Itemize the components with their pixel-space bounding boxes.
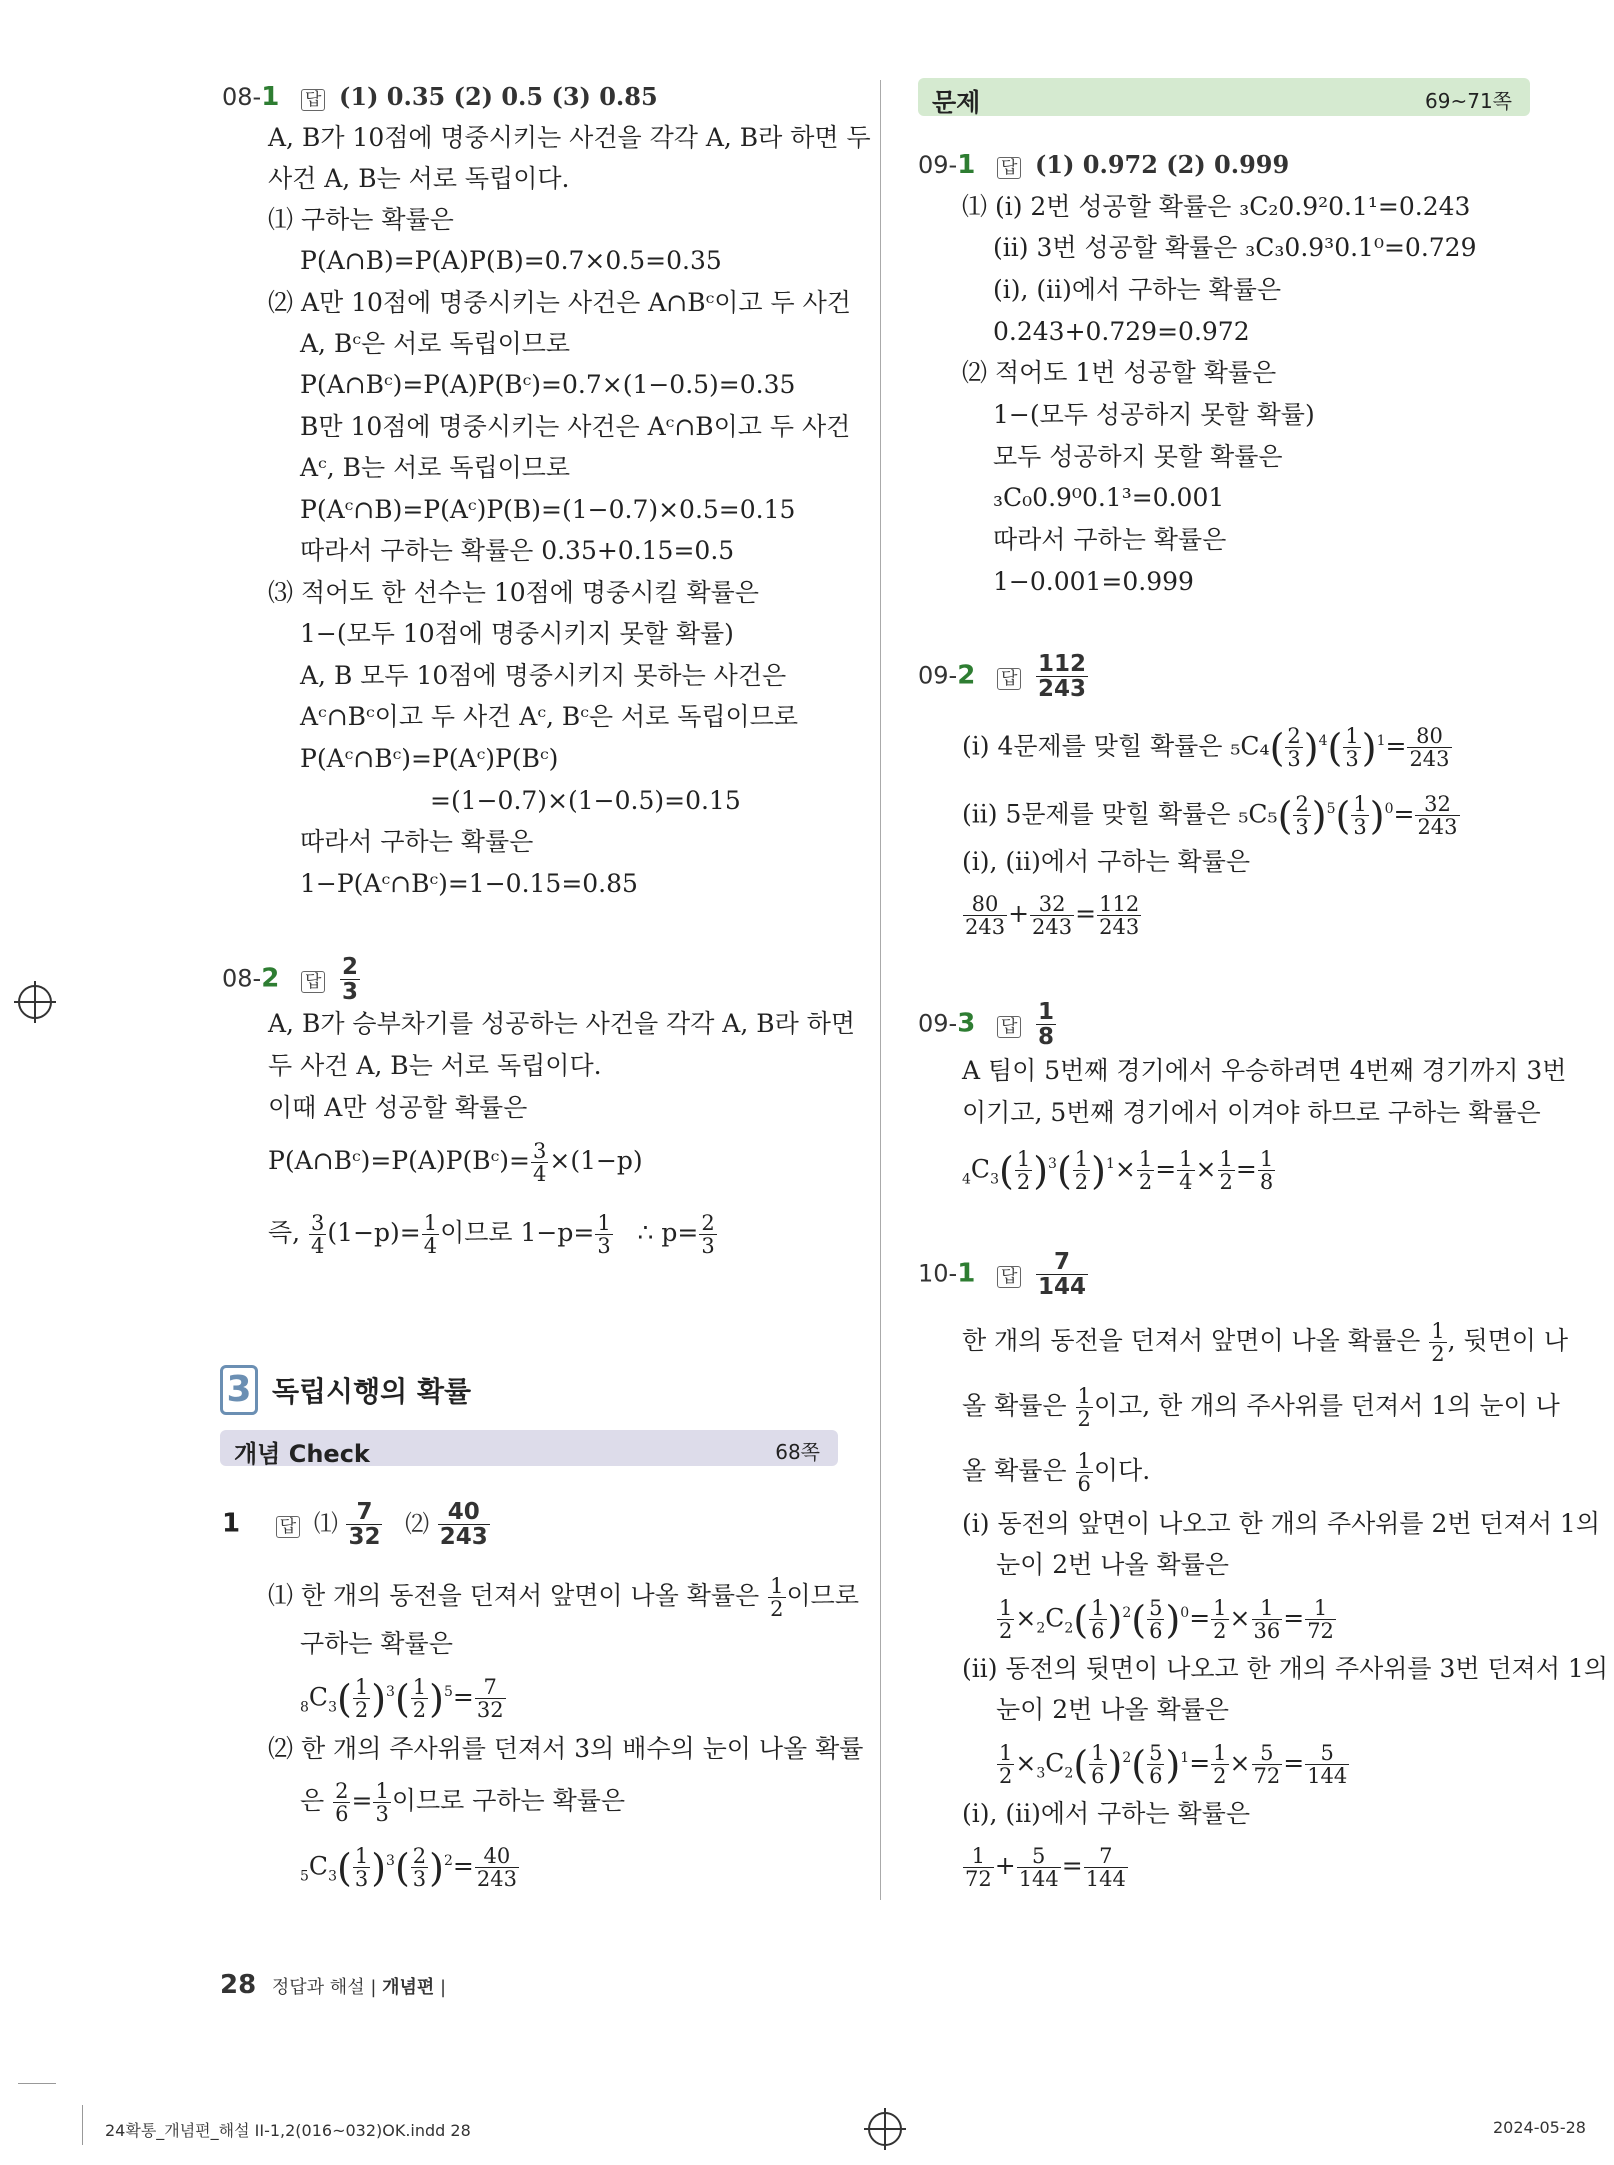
equation: =(1−0.7)×(1−0.5)=0.15 [430, 786, 741, 815]
equation: $\frac{1}{2}$ $\times_2C_2$( $\frac{1}{6}$ )$^2$( $\frac{5}{6}$ )$^0$= $\frac{1}{2}$ × $\frac{1}{36}$ = $\frac{1}{72}$ [999, 1596, 1334, 1644]
text-line: 구하는 확률은 [300, 1629, 453, 1658]
registration-mark-icon [18, 985, 52, 1019]
equation: $\frac{1}{72}$ + $\frac{5}{144}$ = $\frac{7}{144}$ [965, 1844, 1126, 1891]
section-title: 독립시행의 확률 [271, 1375, 472, 1408]
text-line: ⑴ 한 개의 동전을 던져서 앞면이 나올 확률은 $\frac{1}{2}$ 이므로 [268, 1574, 859, 1621]
equation: $_4C_3$( $\frac{1}{2}$ )$^3$( $\frac{1}{2}$ )$^1$× $\frac{1}{2}$ = $\frac{1}{4}$ × $\frac{1}{2}$ = $\frac{1}{8}$ [962, 1147, 1274, 1195]
answer-fraction: $\frac{2}{3}$ [342, 954, 359, 1005]
text-line: 눈이 2번 나올 확률은 [996, 1695, 1229, 1724]
text-line: 1−(모두 성공하지 못할 확률) [993, 400, 1315, 429]
column-divider [880, 80, 881, 1900]
problem-number: 1 [957, 1258, 976, 1289]
problem-number: 2 [957, 660, 976, 691]
registration-mark-icon [868, 2112, 902, 2146]
answer-fraction: $\frac{40}{243}$ [439, 1499, 488, 1550]
equation: P(Aᶜ∩B)=P(Aᶜ)P(B)=(1−0.7)×0.5=0.15 [300, 495, 796, 524]
section-number: 3 [220, 1365, 258, 1415]
text-line: 따라서 구하는 확률은 0.35+0.15=0.5 [300, 536, 735, 565]
answer-badge: 답 [997, 157, 1021, 179]
text-line: 1−(모두 10점에 명중시키지 못할 확률) [300, 619, 734, 648]
text-line: A, Bᶜ은 서로 독립이므로 [300, 329, 571, 358]
text-line: ⑶ 적어도 한 선수는 10점에 명중시킬 확률은 [268, 578, 759, 607]
equation: ₃C₀0.9⁰0.1³=0.001 [993, 483, 1225, 512]
crop-mark [82, 2105, 83, 2145]
answer-fraction: $\frac{7}{144}$ [1038, 1249, 1087, 1300]
text-line: 올 확률은 $\frac{1}{2}$ 이고, 한 개의 주사위를 던져서 1의 눈이 나 [962, 1384, 1560, 1431]
problem-section-page: 69~71쪽 [1425, 89, 1512, 113]
text-line: 은 $\frac{2}{6}$ = $\frac{1}{3}$ 이므로 구하는 확률은 [300, 1779, 626, 1826]
print-date: 2024-05-28 [1493, 2118, 1586, 2137]
problem-label: 10- [918, 1259, 958, 1288]
crop-mark [18, 2083, 56, 2084]
text-line: ⑵ A만 10점에 명중시키는 사건은 A∩Bᶜ이고 두 사건 [268, 288, 851, 317]
text-line: ⑵ 한 개의 주사위를 던져서 3의 배수의 눈이 나올 확률 [268, 1734, 864, 1763]
text-line: 사건 A, B는 서로 독립이다. [268, 164, 570, 193]
problem-label: 08- [222, 964, 262, 993]
text-line: (ⅰ), (ⅱ)에서 구하는 확률은 [962, 1799, 1250, 1828]
problem-label: 08- [222, 83, 262, 111]
text-line: A, B 모두 10점에 명중시키지 못하는 사건은 [300, 661, 787, 690]
text-line: 이때 A만 성공할 확률은 [268, 1093, 528, 1122]
problem-number: 1 [261, 82, 280, 112]
concept-check-title: 개념 Check [234, 1440, 370, 1468]
text-line: (ⅱ) 3번 성공할 확률은 ₃C₃0.9³0.1⁰=0.729 [993, 233, 1477, 262]
problem-section-title: 문제 [932, 88, 981, 117]
equation: $\frac{80}{243}$ + $\frac{32}{243}$ = $\frac{112}{243}$ [965, 892, 1140, 939]
text-line: ⑵ 적어도 1번 성공할 확률은 [962, 358, 1277, 387]
problem-label: 09- [918, 151, 958, 179]
text-line: Aᶜ∩Bᶜ이고 두 사건 Aᶜ, Bᶜ은 서로 독립이므로 [300, 702, 798, 731]
text-line: B만 10점에 명중시키는 사건은 Aᶜ∩B이고 두 사건 [300, 412, 851, 441]
text-line: (ⅱ) 동전의 뒷면이 나오고 한 개의 주사위를 3번 던져서 1의 [962, 1654, 1608, 1683]
text-line: 따라서 구하는 확률은 [993, 525, 1227, 554]
equation: 1−P(Aᶜ∩Bᶜ)=1−0.15=0.85 [300, 869, 638, 898]
page-footer: 28 정답과 해설 | 개념편 | [220, 1970, 447, 2000]
text-line: A 팀이 5번째 경기에서 우승하려면 4번째 경기까지 3번 [962, 1056, 1567, 1085]
text-line: 두 사건 A, B는 서로 독립이다. [268, 1051, 602, 1080]
answer-text: (1) 0.35 (2) 0.5 (3) 0.85 [339, 82, 658, 111]
concept-check-bar [220, 1430, 838, 1466]
equation: P(Aᶜ∩Bᶜ)=P(Aᶜ)P(Bᶜ) [300, 744, 559, 773]
problem-number: 2 [261, 963, 280, 994]
text-line: 모두 성공하지 못할 확률은 [993, 442, 1283, 471]
answer-text: (1) 0.972 (2) 0.999 [1035, 150, 1290, 179]
concept-check-page: 68쪽 [775, 1440, 820, 1464]
answer-badge: 답 [997, 1266, 1021, 1288]
page-number: 28 [220, 1970, 257, 2000]
text-line: (ⅰ), (ⅱ)에서 구하는 확률은 [962, 847, 1250, 876]
text-line: 이기고, 5번째 경기에서 이겨야 하므로 구하는 확률은 [962, 1098, 1541, 1127]
equation: 즉, $\frac{3}{4}$ (1−p)= $\frac{1}{4}$ 이므로 1−p= $\frac{1}{3}$ ∴ p= $\frac{2}{3}$ [268, 1211, 715, 1258]
file-info: 24확통_개념편_해설 II-1,2(016~032)OK.indd 28 [105, 2121, 471, 2140]
equation: 1−0.001=0.999 [993, 567, 1194, 596]
text-line: (ⅰ) 동전의 앞면이 나오고 한 개의 주사위를 2번 던져서 1의 [962, 1509, 1600, 1538]
problem-number: 1 [222, 1508, 241, 1539]
text-line: 올 확률은 $\frac{1}{6}$ 이다. [962, 1449, 1151, 1496]
equation: $\frac{1}{2}$ $\times_3C_2$( $\frac{1}{6}$ )$^2$( $\frac{5}{6}$ )$^1$= $\frac{1}{2}$ × $\frac{5}{72}$ = $\frac{5}{144}$ [999, 1741, 1348, 1789]
answer-badge: 답 [276, 1516, 300, 1538]
problem-section-bar [918, 78, 1530, 116]
problem-number: 1 [957, 150, 976, 180]
answer-fraction: $\frac{7}{32}$ [348, 1499, 381, 1550]
problem-label: 09- [918, 661, 958, 690]
problem-label: 09- [918, 1009, 958, 1038]
text-line: 한 개의 동전을 던져서 앞면이 나올 확률은 $\frac{1}{2}$ , 뒷면이 나 [962, 1319, 1569, 1366]
problem-number: 3 [957, 1008, 976, 1039]
equation: 0.243+0.729=0.972 [993, 317, 1250, 346]
text-line: ⑴ 구하는 확률은 [268, 205, 454, 234]
text-line: 따라서 구하는 확률은 [300, 827, 534, 856]
answer-badge: 답 [997, 668, 1021, 690]
equation: P(A∩Bᶜ)=P(A)P(Bᶜ)= $\frac{3}{4}$ ×(1−p) [268, 1139, 643, 1186]
answer-fraction: $\frac{1}{8}$ [1038, 999, 1055, 1050]
text-line: A, B가 승부차기를 성공하는 사건을 각각 A, B라 하면 [268, 1009, 856, 1038]
equation: (ⅰ) 4문제를 맞힐 확률은 ₅C₄( $\frac{2}{3}$ )$^4$( $\frac{1}{3}$ )$^1$= $\frac{80}{243}$ [962, 724, 1450, 772]
text-line: Aᶜ, B는 서로 독립이므로 [300, 453, 571, 482]
equation: (ⅱ) 5문제를 맞힐 확률은 ₅C₅( $\frac{2}{3}$ )$^5$( $\frac{1}{3}$ )$^0$= $\frac{32}{243}$ [962, 792, 1458, 840]
equation: P(A∩Bᶜ)=P(A)P(Bᶜ)=0.7×(1−0.5)=0.35 [300, 370, 796, 399]
equation: P(A∩B)=P(A)P(B)=0.7×0.5=0.35 [300, 246, 722, 275]
answer-fraction: $\frac{112}{243}$ [1038, 651, 1087, 702]
section-heading [220, 1365, 471, 1415]
book-part: 개념편 [382, 1977, 435, 1998]
answer-badge: 답 [997, 1016, 1021, 1038]
equation: $_5C_3$( $\frac{1}{3}$ )$^3$( $\frac{2}{3}$ )$^2$= $\frac{40}{243}$ [300, 1844, 517, 1892]
text-line: (ⅰ), (ⅱ)에서 구하는 확률은 [993, 275, 1281, 304]
book-title: 정답과 해설 [271, 1977, 365, 1998]
answer-badge: 답 [301, 971, 325, 993]
text-line: A, B가 10점에 명중시키는 사건을 각각 A, B라 하면 두 [268, 123, 871, 152]
text-line: 눈이 2번 나올 확률은 [996, 1550, 1229, 1579]
equation: $_8C_3$( $\frac{1}{2}$ )$^3$( $\frac{1}{2}$ )$^5$= $\frac{7}{32}$ [300, 1675, 504, 1723]
text-line: ⑴ (ⅰ) 2번 성공할 확률은 ₃C₂0.9²0.1¹=0.243 [962, 192, 1471, 221]
answer-badge: 답 [301, 89, 325, 111]
